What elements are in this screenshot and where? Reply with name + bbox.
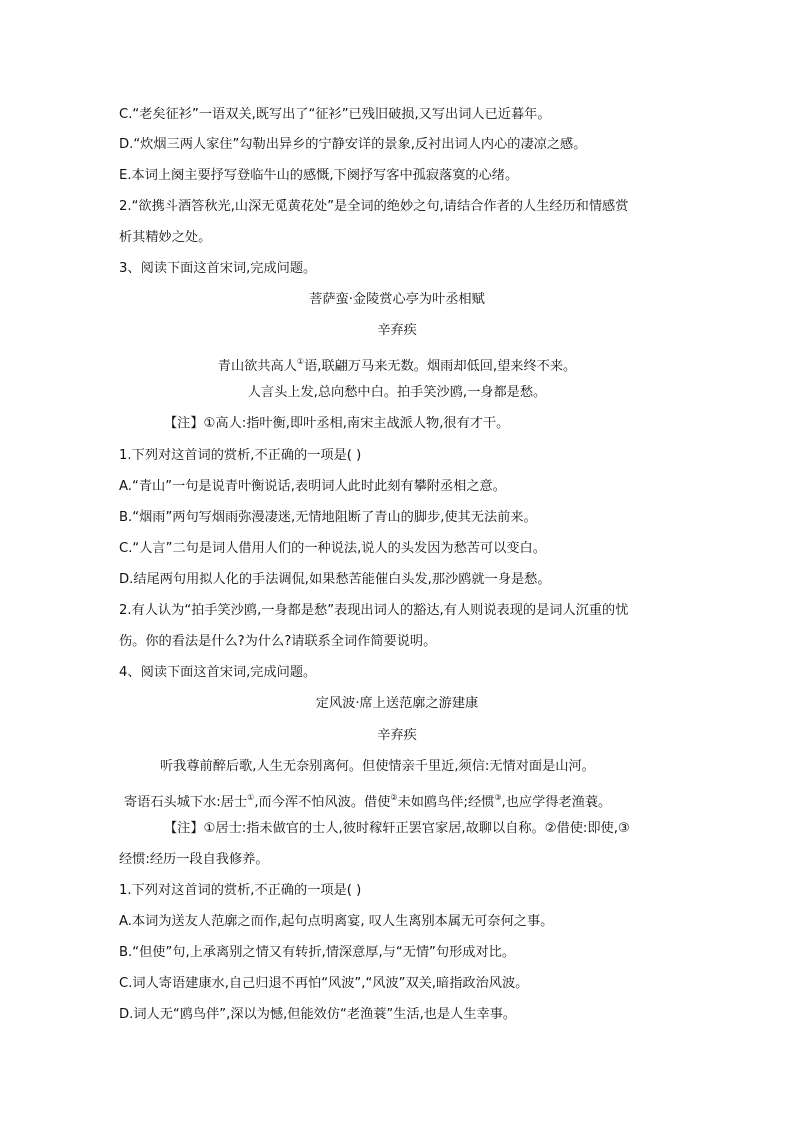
footnote-marker: ① [296, 357, 305, 366]
poem-2-line-1: 听我尊前醉后歌,人生无奈别离何。但使情亲千里近,须信:无情对面是山河。 [160, 759, 595, 774]
q1-option-b: B.“烟雨”两句写烟雨弥漫凄迷,无情地阻断了青山的脚步,使其无法前来。 [119, 510, 537, 525]
poem-1-author: 辛弃疾 [377, 323, 417, 338]
option-e-1: E.本词上阕主要抒写登临牛山的感慨,下阕抒写客中孤寂落寞的心绪。 [119, 168, 519, 183]
q1-option-a: A.“青山”一句是说青叶衡说话,表明词人此时此刻有攀附丞相之意。 [119, 479, 506, 494]
section-4-heading: 4、阅读下面这首宋词,完成问题。 [119, 665, 317, 680]
poem-1-line-1: 青山欲共高人①语,联翩万马来无数。烟雨却低回,望来终不来。 [217, 357, 577, 374]
question-2-line-1: 2.“欲携斗酒答秋光,山深无觅黄花处”是全词的绝妙之句,请结合作者的人生经历和情感赏 [119, 199, 629, 214]
poem-1-title: 菩萨蛮·金陵赏心亭为叶丞相赋 [309, 292, 485, 307]
poem-2-note-2: 经惯:经历一段自我修养。 [119, 852, 269, 867]
q3-option-d: D.词人无“鸥鸟伴”,深以为憾,但能效仿“老渔蓑”生活,也是人生幸事。 [119, 1007, 517, 1022]
option-c-1: C.“老矣征衫”一语双关,既写出了“征衫”已残旧破损,又写出词人已近暮年。 [119, 107, 551, 122]
q2-line-1: 2.有人认为“拍手笑沙鸥,一身都是愁”表现出词人的豁达,有人则说表现的是词人沉重的忧 [119, 603, 629, 618]
q3-option-a: A.本词为送友人范廓之而作,起句点明离宴, 叹人生离别本属无可奈何之事。 [119, 914, 554, 929]
option-d-1: D.“炊烟三两人家住”勾勒出异乡的宁静安详的景象,反衬出词人内心的凄凉之感。 [119, 137, 587, 152]
q1-option-c: C.“人言”二句是词人借用人们的一种说法,说人的头发因为愁苦可以变白。 [119, 541, 546, 556]
poem-2-line-2: 寄语石头城下水:居士①,而今浑不怕风波。借使②未如鸥鸟伴;经惯③,也应学得老渔蓑。 [124, 793, 612, 810]
poem-1-line-2: 人言头上发,总向愁中白。拍手笑沙鸥,一身都是愁。 [247, 385, 547, 400]
q1-prompt: 1.下列对这首词的赏析,不正确的一项是( ) [119, 448, 362, 463]
footnote-marker: ③ [494, 793, 502, 802]
question-2-line-2: 析其精妙之处。 [119, 230, 212, 245]
footnote-marker: ① [247, 793, 255, 802]
q3-option-c: C.词人寄语建康水,自己归退不再怕“风波”,“风波”双关,暗指政治风波。 [119, 976, 529, 991]
q3-option-b: B.“但使”句,上承离别之情又有转折,情深意厚,与“无情”句形成对比。 [119, 945, 516, 960]
section-3-heading: 3、阅读下面这首宋词,完成问题。 [119, 261, 317, 276]
footnote-marker: ② [390, 793, 398, 802]
poem-2-note-1: 【注】①居士:指未做官的士人,彼时稼轩正罢官家居,故聊以自称。②借使:即使,③ [164, 821, 630, 836]
poem-2-title: 定风波·席上送范廓之游建康 [315, 696, 479, 711]
poem-1-note: 【注】①高人:指叶衡,即叶丞相,南宋主战派人物,很有才干。 [164, 416, 510, 431]
q2-line-2: 伤。你的看法是什么?为什么?请联系全词作简要说明。 [119, 634, 437, 649]
q1-option-d: D.结尾两句用拟人化的手法调侃,如果愁苦能催白头发,那沙鸥就一身是愁。 [119, 572, 551, 587]
q3-prompt: 1.下列对这首词的赏析,不正确的一项是( ) [119, 883, 362, 898]
poem-2-author: 辛弃疾 [377, 728, 417, 743]
